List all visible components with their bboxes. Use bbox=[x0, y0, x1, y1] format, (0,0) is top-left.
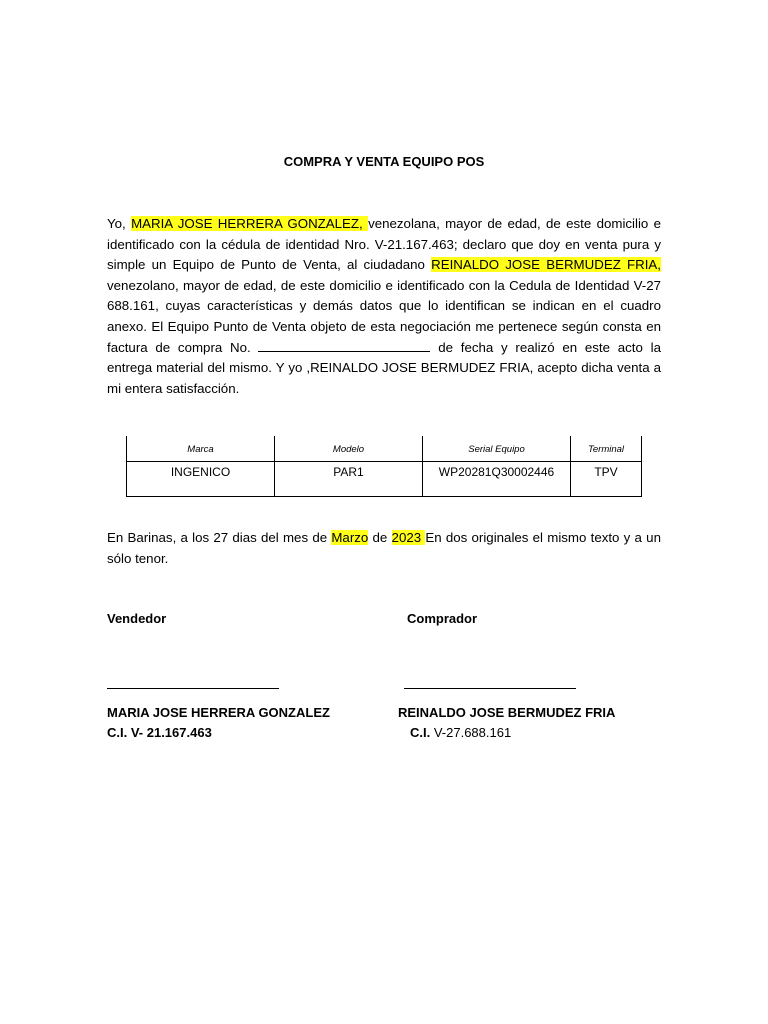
header-serial: Serial Equipo bbox=[423, 436, 571, 462]
date-text-2: de bbox=[368, 530, 392, 545]
equipment-table bbox=[126, 436, 642, 497]
seller-signature-name: MARIA JOSE HERRERA GONZALEZ bbox=[107, 705, 330, 720]
buyer-ci-label: C.I. bbox=[410, 725, 434, 740]
seller-ci: C.I. V- 21.167.463 bbox=[107, 725, 212, 740]
buyer-ci-value: V-27.688.161 bbox=[433, 725, 512, 740]
paragraph-text-2: venezolano, mayor de edad, de este domicilio e identificado con la Cedula de Identidad V-27 688.161, cuyas características y demás datos que lo identifican se indican en el cuadro anexo. El Equipo Punto de Venta objeto de esta negociación me pertenece según consta en factura de compra No. bbox=[107, 277, 661, 355]
year-highlight: 2023 bbox=[391, 530, 426, 545]
cell-serial: WP20281Q30002446 bbox=[423, 462, 571, 497]
cell-marca: INGENICO bbox=[127, 462, 275, 497]
header-terminal: Terminal bbox=[571, 436, 642, 462]
cell-terminal: TPV bbox=[571, 462, 642, 497]
month-highlight: Marzo bbox=[331, 530, 369, 545]
cell-modelo: PAR1 bbox=[275, 462, 423, 497]
buyer-signature-name: REINALDO JOSE BERMUDEZ FRIA bbox=[398, 705, 616, 720]
seller-name-highlight: MARIA JOSE HERRERA GONZALEZ, bbox=[131, 216, 369, 231]
header-marca: Marca bbox=[127, 436, 275, 462]
date-text-1: En Barinas, a los 27 dias del mes de bbox=[107, 530, 332, 545]
paragraph-text-3: de fecha y realizó en este acto la entrega material del mismo. Y yo ,REINALDO JOSE BERMUDEZ FRIA, acepto dicha venta a mi entera satisfacción. bbox=[107, 339, 661, 396]
buyer-label: Comprador bbox=[407, 611, 478, 626]
seller-signature-line bbox=[107, 688, 279, 689]
date-text-3: En dos originales el mismo texto y a un sólo tenor. bbox=[107, 530, 661, 566]
sale-declaration-paragraph bbox=[107, 214, 661, 399]
header-modelo: Modelo bbox=[275, 436, 423, 462]
paragraph-text-1: venezolana, mayor de edad, de este domicilio e identificado con la cédula de identidad Nro. V-21.167.463; declaro que doy en venta pura y simple un Equipo de Punto de Venta, al ciudadano bbox=[107, 216, 662, 273]
buyer-signature-line bbox=[404, 688, 576, 689]
seller-label: Vendedor bbox=[107, 611, 167, 626]
table-row bbox=[127, 462, 642, 497]
buyer-name-highlight: REINALDO JOSE BERMUDEZ FRIA, bbox=[431, 257, 661, 273]
place-date-paragraph bbox=[107, 528, 661, 569]
document-title: COMPRA Y VENTA EQUIPO POS bbox=[283, 154, 485, 169]
invoice-number-blank bbox=[258, 339, 430, 352]
buyer-ci bbox=[410, 725, 511, 740]
table-header-row bbox=[127, 436, 642, 462]
paragraph-prefix: Yo, bbox=[107, 216, 132, 231]
